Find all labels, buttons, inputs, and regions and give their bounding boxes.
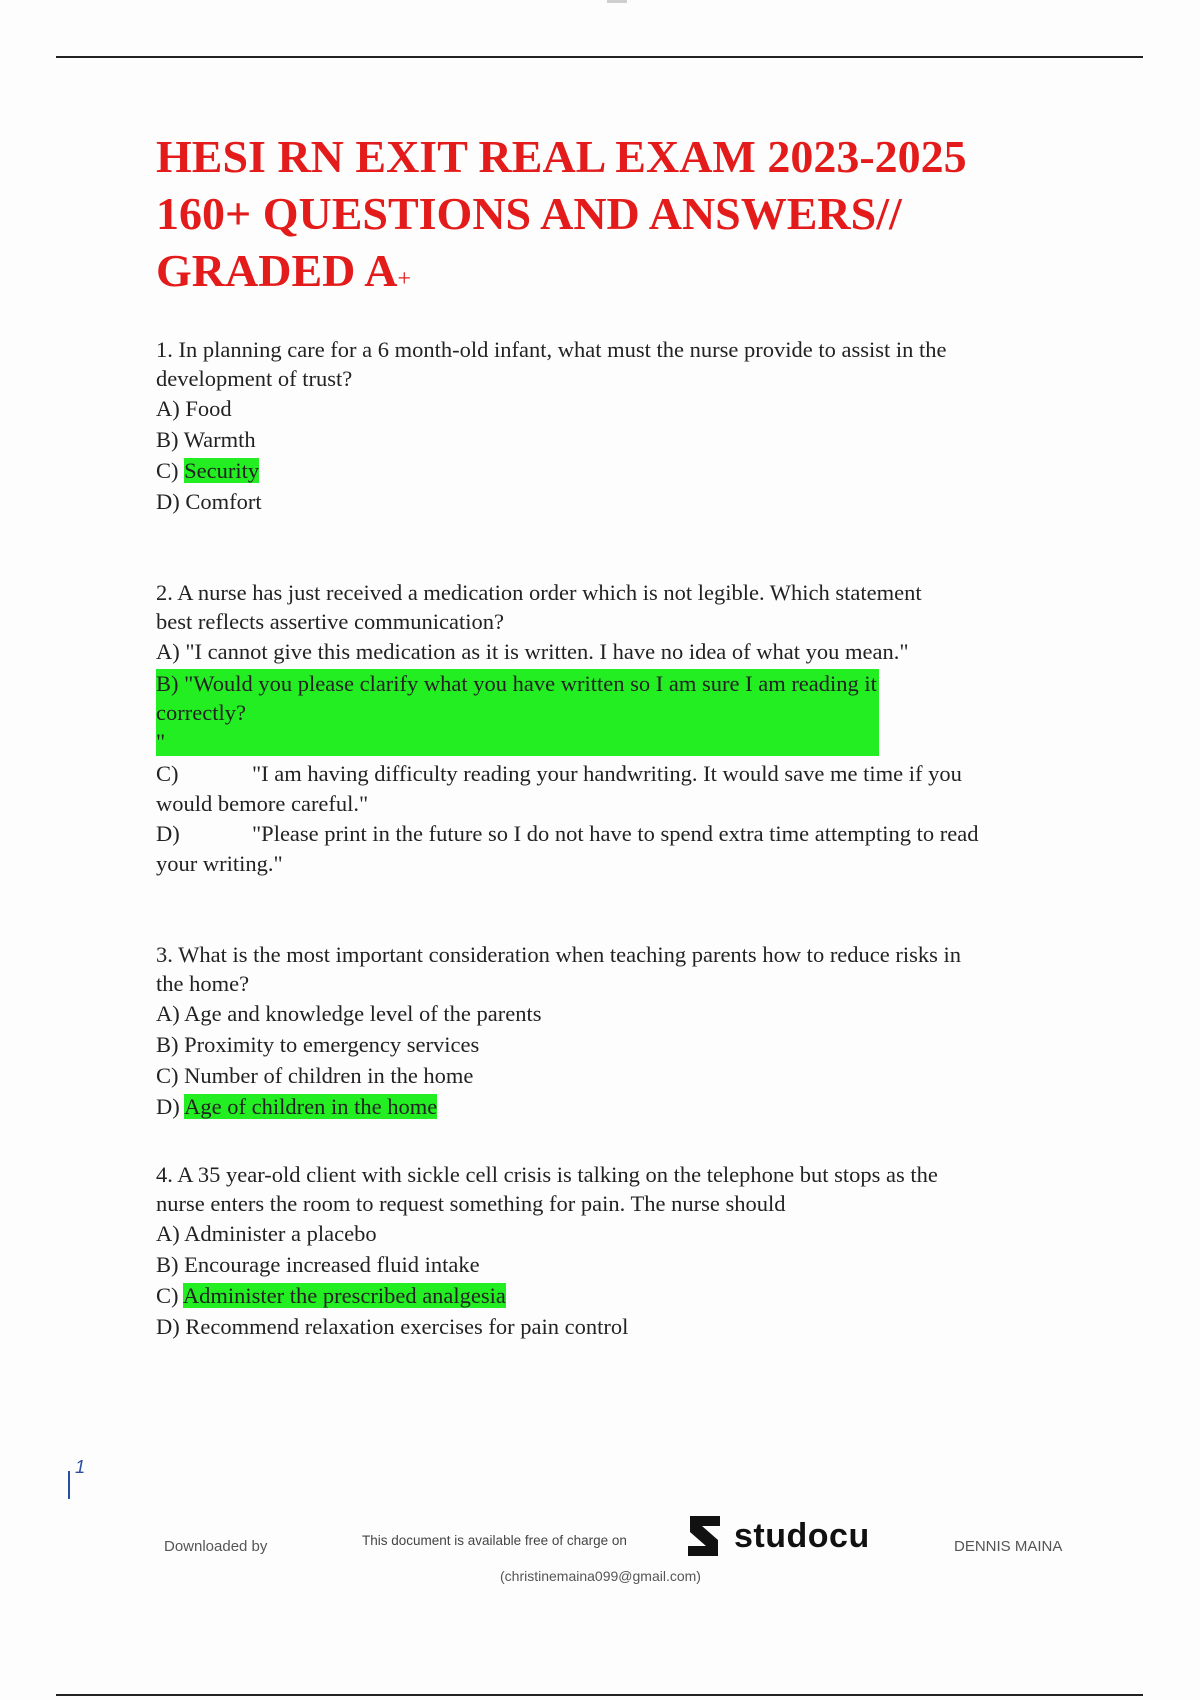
downloaded-by-label: Downloaded by xyxy=(164,1538,268,1555)
answer-option: B) Encourage increased fluid intake xyxy=(156,1252,480,1277)
top-edge-mark xyxy=(607,0,627,3)
question-2: 2. A nurse has just received a medication order which is not legible. Which statement best reflects assertive communication? A) "I cannot give this medication as it is written. I have no idea of what you mean." B) "Would you please clarify what you have written so I am sure I am reading it correctly? " C) "I am having difficulty reading your handwriting. It would save me time if you would bemore careful." D) "Please print in the future so I do not have to spend extra time attempting to read your writing." xyxy=(156,578,1056,878)
answer-option: D) Recommend relaxation exercises for pain control xyxy=(156,1314,629,1339)
studocu-brand-name: studocu xyxy=(734,1516,870,1555)
answer-option: A) Age and knowledge level of the parents xyxy=(156,1001,542,1026)
correct-answer-option: C) Administer the prescribed analgesia xyxy=(156,1283,506,1308)
answer-option: A) Administer a placebo xyxy=(156,1221,377,1246)
answer-highlight: Administer the prescribed analgesia xyxy=(182,1283,506,1308)
correct-answer-option: D) Age of children in the home xyxy=(156,1094,438,1119)
answer-option: D) "Please print in the future so I do not have to spend extra time attempting to read xyxy=(156,821,979,846)
title-line-1: HESI RN EXIT REAL EXAM 2023-2025 xyxy=(156,131,967,182)
document-title xyxy=(156,128,1056,308)
question-3 xyxy=(156,940,1056,1122)
answer-option: C) Number of children in the home xyxy=(156,1063,474,1088)
studocu-logo[interactable] xyxy=(680,1512,870,1560)
downloader-email: (christinemaina099@gmail.com) xyxy=(500,1568,701,1584)
answer-option: B) Proximity to emergency services xyxy=(156,1032,480,1057)
header-rule xyxy=(56,56,1143,58)
studocu-logo-icon xyxy=(680,1512,728,1560)
availability-text: This document is available free of charge on xyxy=(362,1533,627,1548)
title-suffix: + xyxy=(397,266,412,292)
question-stem: 2. A nurse has just received a medication order which is not legible. Which statement best reflects assertive communication? xyxy=(156,580,922,634)
correct-answer-option: C) Security xyxy=(156,458,260,483)
question-4 xyxy=(156,1160,1056,1342)
answer-highlight: Security xyxy=(184,458,260,483)
page-number: 1 xyxy=(68,1456,85,1499)
answer-option: D) Comfort xyxy=(156,489,262,514)
answer-highlight: B) "Would you please clarify what you have written so I am sure I am reading it correctly? " xyxy=(156,671,877,754)
answer-option: A) "I cannot give this medication as it is written. I have no idea of what you mean." xyxy=(156,639,909,664)
question-stem: 3. What is the most important consideration when teaching parents how to reduce risks in the home? xyxy=(156,942,962,996)
answer-highlight: Age of children in the home xyxy=(184,1094,438,1119)
question-stem: 1. In planning care for a 6 month-old infant, what must the nurse provide to assist in the development of trust? xyxy=(156,337,947,391)
footer-rule xyxy=(56,1694,1143,1696)
answer-option: A) Food xyxy=(156,396,232,421)
page-number-bar xyxy=(68,1471,70,1499)
question-stem: 4. A 35 year-old client with sickle cell crisis is talking on the telephone but stops as the nurse enters the room to request something for pain. The nurse should xyxy=(156,1162,938,1216)
answer-option: B) Warmth xyxy=(156,427,256,452)
title-line-2: 160+ QUESTIONS AND ANSWERS// xyxy=(156,188,902,239)
title-line-3: GRADED A xyxy=(156,245,398,296)
question-1 xyxy=(156,335,1056,517)
correct-answer-option xyxy=(156,669,1056,756)
answer-option: C) "I am having difficulty reading your handwriting. It would save me time if you xyxy=(156,761,962,786)
downloader-name: DENNIS MAINA xyxy=(954,1538,1063,1555)
